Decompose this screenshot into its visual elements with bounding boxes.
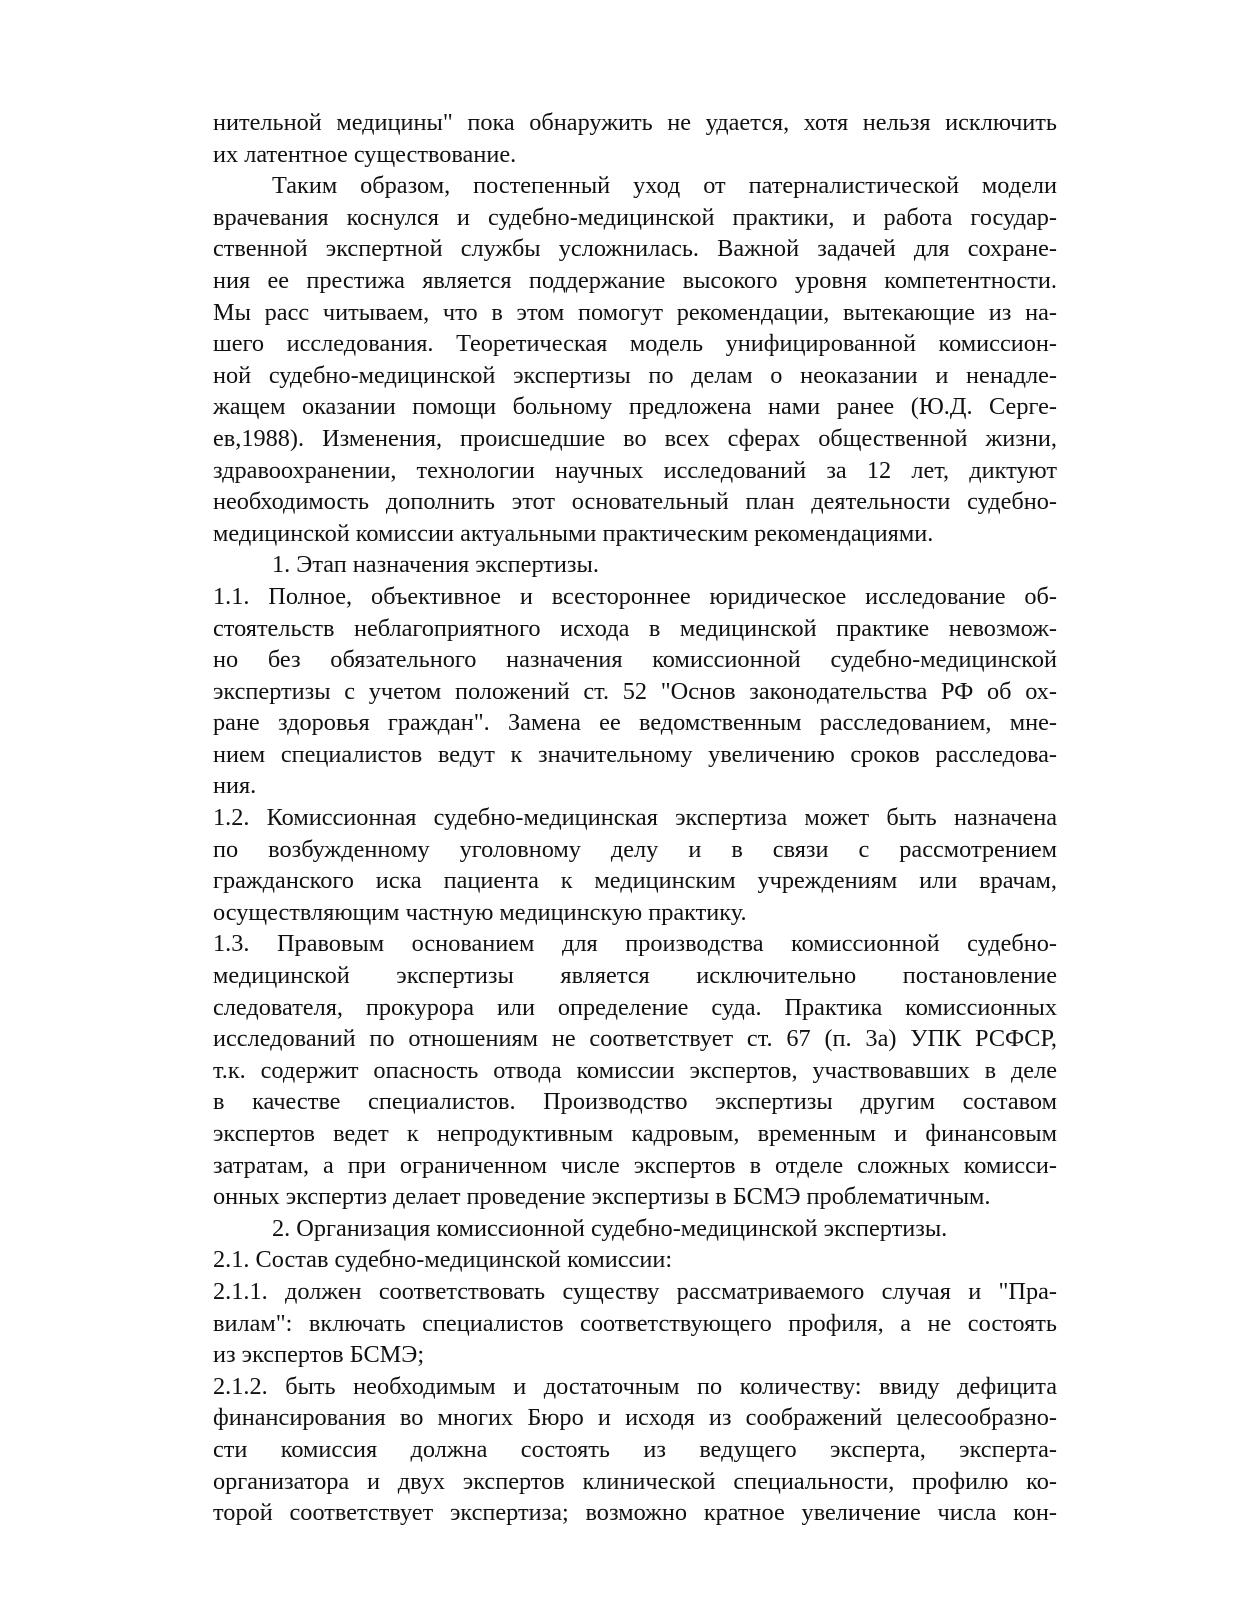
text-line: ев,1988). Изменения, происшедшие во всех сферах общественной жизни, xyxy=(213,424,1057,452)
text-line: онных экспертиз делает проведение экспертизы в БСМЭ проблематичным. xyxy=(213,1183,991,1211)
document-body-text xyxy=(213,107,1057,1529)
text-line: их латентное существование. xyxy=(213,140,517,168)
text-line: Таким образом, постепенный уход от патерналистической модели xyxy=(272,172,1057,200)
text-line: ране здоровья граждан". Замена ее ведомственным расследованием, мне- xyxy=(213,709,1057,737)
text-line: в качестве специалистов. Производство экспертизы другим составом xyxy=(213,1088,1057,1116)
text-line: осуществляющим частную медицинскую практику. xyxy=(213,898,747,926)
text-line: жащем оказании помощи больному предложена нами ранее (Ю.Д. Серге- xyxy=(213,393,1057,421)
text-line: 1. Этап назначения экспертизы. xyxy=(272,551,599,579)
text-line: 1.3. Правовым основанием для производства комиссионной судебно- xyxy=(213,930,1057,958)
text-line: по возбужденному уголовному делу и в связи с рассмотрением xyxy=(213,835,1057,863)
text-line: вилам": включать специалистов соответствующего профиля, а не состоять xyxy=(213,1309,1057,1337)
text-line: но без обязательного назначения комиссионной судебно-медицинской xyxy=(213,646,1057,674)
text-line: 2.1.2. быть необходимым и достаточным по количеству: ввиду дефицита xyxy=(213,1372,1057,1400)
text-line: т.к. содержит опасность отвода комиссии экспертов, участвовавших в деле xyxy=(213,1056,1057,1084)
text-line: 2.1.1. должен соответствовать существу рассматриваемого случая и "Пра- xyxy=(213,1277,1057,1305)
text-line: затратам, а при ограниченном числе экспертов в отделе сложных комисси- xyxy=(213,1151,1057,1179)
text-line: торой соответствует экспертиза; возможно кратное увеличение числа кон- xyxy=(213,1499,1057,1527)
text-line: гражданского иска пациента к медицинским учреждениям или врачам, xyxy=(213,867,1057,895)
text-line: следователя, прокурора или определение суда. Практика комиссионных xyxy=(213,993,1057,1021)
text-line: 1.1. Полное, объективное и всестороннее юридическое исследование об- xyxy=(213,582,1057,610)
text-line: исследований по отношениям не соответствует ст. 67 (п. 3а) УПК РСФСР, xyxy=(213,1025,1057,1053)
text-line: ния. xyxy=(213,772,257,800)
text-line: экспертизы с учетом положений ст. 52 "Основ законодательства РФ об ох- xyxy=(213,677,1057,705)
text-line: нием специалистов ведут к значительному увеличению сроков расследова- xyxy=(213,740,1057,768)
text-line: сти комиссия должна состоять из ведущего эксперта, эксперта- xyxy=(213,1435,1057,1463)
text-line: ния ее престижа является поддержание высокого уровня компетентности. xyxy=(213,266,1057,294)
text-line: медицинской комиссии актуальными практическим рекомендациями. xyxy=(213,519,934,547)
text-line: ной судебно-медицинской экспертизы по делам о неоказании и ненадле- xyxy=(213,361,1057,389)
text-line: экспертов ведет к непродуктивным кадровым, временным и финансовым xyxy=(213,1120,1057,1147)
text-line: нительной медицины" пока обнаружить не удается, хотя нельзя исключить xyxy=(213,109,1057,136)
text-line: Мы расс читываем, что в этом помогут рекомендации, вытекающие из на- xyxy=(213,298,1057,326)
text-line: из экспертов БСМЭ; xyxy=(213,1341,425,1369)
text-line: 2.1. Состав судебно-медицинской комиссии: xyxy=(213,1246,673,1274)
text-line: шего исследования. Теоретическая модель унифицированной комиссион- xyxy=(213,330,1057,358)
text-line: финансирования во многих Бюро и исходя из соображений целесообразно- xyxy=(213,1404,1057,1432)
text-line: организатора и двух экспертов клинической специальности, профилю ко- xyxy=(213,1467,1057,1495)
text-line: здравоохранении, технологии научных исследований за 12 лет, диктуют xyxy=(213,456,1057,484)
text-line: врачевания коснулся и судебно-медицинской практики, и работа государ- xyxy=(213,203,1057,231)
text-line: ственной экспертной службы усложнилась. Важной задачей для сохране- xyxy=(213,235,1057,263)
text-line: медицинской экспертизы является исключительно постановление xyxy=(213,962,1057,990)
text-line: 1.2. Комиссионная судебно-медицинская экспертиза может быть назначена xyxy=(213,804,1057,832)
text-line: стоятельств неблагоприятного исхода в медицинской практике невозмож- xyxy=(213,614,1057,642)
text-line: необходимость дополнить этот основательный план деятельности судебно- xyxy=(213,488,1057,516)
text-line: 2. Организация комиссионной судебно-медицинской экспертизы. xyxy=(272,1214,948,1242)
